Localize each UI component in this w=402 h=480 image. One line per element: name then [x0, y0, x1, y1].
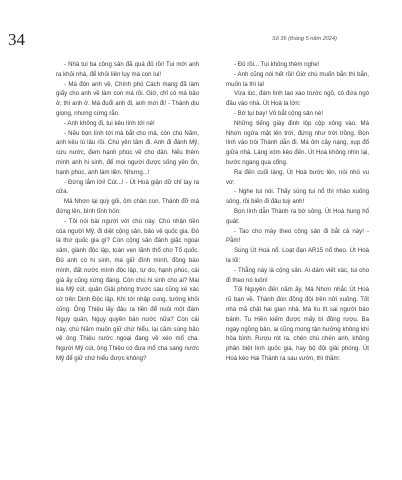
paragraph: Súng Út Hoà nổ. Loạt đạn AR15 nổ theo. Út Hoà la lối: [226, 247, 369, 264]
paragraph: - Anh không đi, tui kêu lính tới nè! [64, 119, 155, 127]
paragraph: Bọn lính dẫn Thành ra bờ sông. Út Hoà hung hổ quát: [226, 207, 369, 225]
paragraph: Má Nhơn lại quỳ gối, ôm chân con. Thành đỡ má đứng lên, bình tĩnh hỏn: [56, 198, 199, 215]
paragraph: Tối Nguyên đến năm ấy, Má Nhơn nhắc Út Hoà rũ bạn về. Thành đón đồng đội trên nửi xuống. Tốt nhà mã chặt hai gian nhà. Má lìu lít sai người báo bánh. Tu Hiền kiếm được mấy bì đồng rượu. Ba ngày ngồng bản, ai cũng mong tận hưởng không khí hòa bình. Rượu rót ra, chén chú chén anh, không phân biệt lính quốc gia, hay bộ đội giải phóng. Út Hoà kéo Hai Thành ra sau vườn, thì thầm: [226, 286, 369, 362]
paragraph: - Tôi nói bài người với chú này. Chú nhận tiền của người Mỹ, đi diệt cộng sản, bảo vệ quốc gia. Đó là thứ quốc gia gì? Còn cộng sản đánh giặc ngoại xâm, giành độc lập, toàn vẹn lãnh thổ cho Tổ quốc. Đủ anh có hi sinh, má giữ đình mình, đồng bào mình, đất nước mình độc lập, tự do, hạnh phúc, cái giá ấy cũng xứng đáng. Còn chú hi sinh cho ai? Mai kia Mỹ cút, quân Giải phóng trước sau cũng xé xác cờ trên Dinh Độc lập. Khi tới nhập cung, tướng khỏi cũng. Ông Thiệu lấy đâu ra tiền để nuôi một đám Ngụy quân, Ngụy quyền bán nước nữa? Còn cái này, chú Năm muốn giữ chứ hiểu, lại cầm súng bảo vệ ông Thiệu nước ngoại đang về xéo mổ cha. Người Mỹ cút, ông Thiệu có đưa mổ cha sang nước Mỹ để giữ chứ hiểu được không? [56, 217, 199, 362]
paragraph: - Nếu bọn lính tới mà bắt cho má, còn chú Năm, anh kêu lú lâu rồi. Chú yên tâm đi. Anh đi đánh Mỹ, cứu nước, đem hạnh phúc về cho dân. Nếu thêm mình anh hi sinh, để mọi người được sống yên ổn, hạnh phúc, anh làm liền. Nhưng...! [56, 129, 199, 176]
issue-info: Số 36 (tháng 5 năm 2024) [272, 36, 337, 42]
paragraph: - Tao cho mày theo cộng sản đi bắt cả này! - Pằm! [226, 227, 369, 245]
paragraph: Ra đến cuối làng, Út Hoà bước lên, nói nhỏ vu vơ: [226, 168, 369, 186]
paragraph: - Nhà tui ba công sản đã quá đủ rồi! Tui mới anh ra khỏi nhà, để khỏi liên lụy mà con lui! [56, 61, 199, 78]
paragraph: - Má đón anh về, Chính phủ Cách mạng đã làm giấy cho anh về làm con má rồi. Giờ, chỉ có má bảo ở, thì anh ở. Má đuổi anh đi, anh mới đi! - Thành dịu giọng, nhưng cứng rắn. [56, 80, 199, 117]
right-column [226, 60, 369, 364]
paragraph: - Bớ tụi bay! Vô bắt cộng sản nè! [234, 109, 324, 117]
paragraph: - Đừng lắm lời! Cút...! - Út Hoà giận dữ chỉ tay ra cửa. [56, 178, 199, 196]
paragraph: - Nghe tui nói. Thấy súng tui nổ thì nhào xuống sông, rồi biến đi đâu tuỳ anh! [226, 188, 369, 206]
paragraph: - Anh cũng nói hết rồi! Giờ chú muốn bắn thì bắn, muốn la thì la! [226, 70, 369, 88]
paragraph: - Thằng này là cộng sản. Ai dám viết xác, tui cho đi theo nó luôn! [226, 266, 369, 284]
paragraph: Vừa lúc, đám lính tao xao trước ngõ, có đứa ngó đầu vào nhà. Út Hoà la lớn: [226, 90, 369, 108]
left-column [56, 60, 199, 364]
page-number: 34 [8, 30, 25, 49]
paragraph: Những tiếng giày đinh lộp cộp xông vào. Má Nhơn ngửa mặt lên trời, đứng như trời trồng. Bọn lính vào trói Thành dẫn đi. Má ôm cây nạng, xụp đổ giữa nhà. Láng xóm kéo đến. Út Hoà không nhìn lại, bước ngang qua cổng. [226, 119, 369, 166]
paragraph: - Đủ rồi... Tui không thèm nghe! [234, 61, 320, 68]
